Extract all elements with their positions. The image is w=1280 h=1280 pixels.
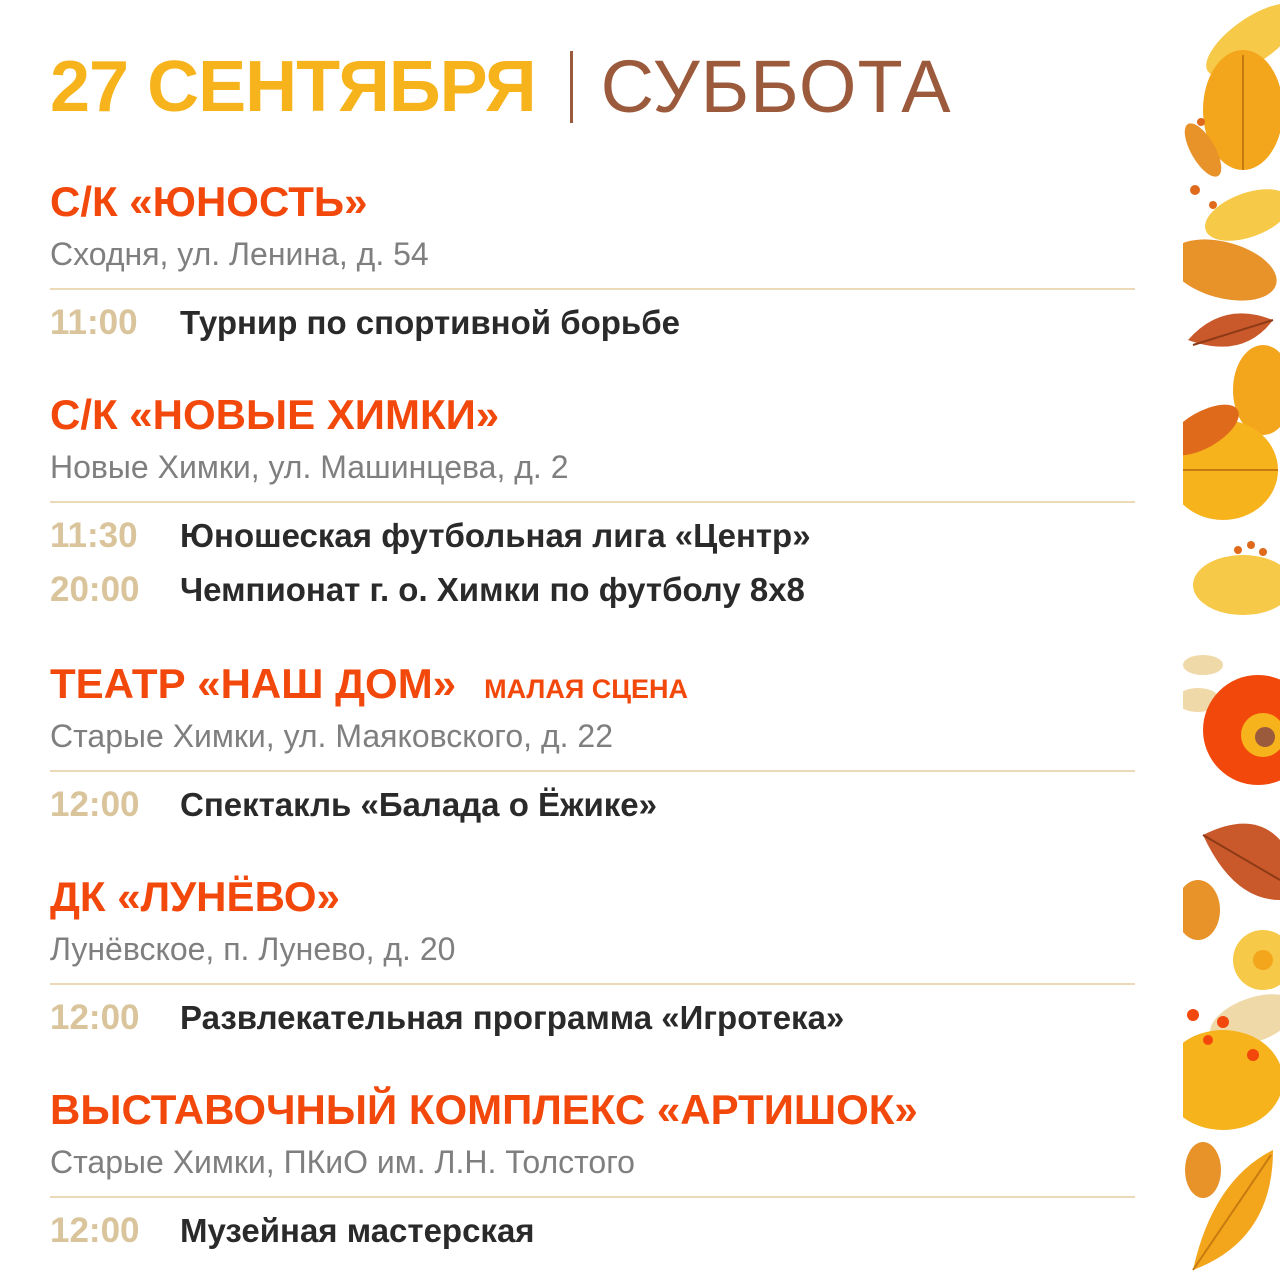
venue-address: Старые Химки, ул. Маяковского, д. 22 (50, 718, 613, 754)
leaf-icon (1183, 179, 1280, 435)
event-list (50, 509, 1135, 617)
autumn-leaves-decoration (1183, 0, 1280, 1280)
event-list (50, 296, 1135, 350)
leaves-illustration (1183, 0, 1280, 1280)
venue-block (50, 658, 1135, 832)
venue-address: Старые Химки, ПКиО им. Л.Н. Толстого (50, 1144, 635, 1180)
event-time: 11:30 (50, 516, 138, 555)
venue-name: ДК «ЛУНЁВО» (50, 873, 340, 920)
event-title: Развлекательная программа «Игротека» (180, 999, 845, 1036)
leaf-icon (1185, 1142, 1273, 1270)
divider (50, 983, 1135, 985)
event-title: Музейная мастерская (180, 1212, 535, 1249)
event-list (50, 778, 1135, 832)
divider (50, 1196, 1135, 1198)
event-row (50, 296, 1135, 350)
event-row (50, 509, 1135, 563)
leaf-icon (1183, 0, 1280, 209)
event-row (50, 1204, 1135, 1258)
venue-name: С/К «ЮНОСТЬ» (50, 178, 368, 225)
divider (50, 288, 1135, 290)
event-time: 11:00 (50, 303, 138, 342)
event-title: Чемпионат г. о. Химки по футболу 8х8 (180, 571, 805, 608)
event-time: 12:00 (50, 998, 140, 1037)
event-time: 20:00 (50, 570, 140, 609)
event-row (50, 563, 1135, 617)
event-list (50, 1204, 1135, 1258)
venue-tag: МАЛАЯ СЦЕНА (484, 674, 688, 704)
divider (50, 770, 1135, 772)
venue-name: ВЫСТАВОЧНЫЙ КОМПЛЕКС «АРТИШОК» (50, 1086, 918, 1133)
divider (50, 501, 1135, 503)
event-title: Спектакль «Балада о Ёжике» (180, 786, 658, 823)
venue-block (50, 389, 1135, 617)
venue-block (50, 176, 1135, 350)
date-heading: 27 СЕНТЯБРЯ (50, 47, 536, 127)
event-time: 12:00 (50, 1211, 140, 1250)
flower-icon (1183, 655, 1280, 785)
leaf-icon (1183, 824, 1280, 990)
event-list (50, 991, 1135, 1045)
event-title: Юношеская футбольная лига «Центр» (180, 517, 811, 554)
event-time: 12:00 (50, 785, 140, 824)
event-row (50, 778, 1135, 832)
venue-block (50, 1084, 1135, 1258)
venue-address: Сходня, ул. Ленина, д. 54 (50, 236, 429, 272)
venue-address: Лунёвское, п. Лунево, д. 20 (50, 931, 456, 967)
header-divider (570, 51, 573, 123)
venue-address: Новые Химки, ул. Машинцева, д. 2 (50, 449, 569, 485)
weekday-heading: СУББОТА (600, 45, 952, 128)
venue-name: ТЕАТР «НАШ ДОМ» (50, 660, 457, 707)
event-row (50, 991, 1135, 1045)
header (50, 42, 952, 132)
event-title: Турнир по спортивной борьбе (180, 304, 680, 341)
venue-name: С/К «НОВЫЕ ХИМКИ» (50, 391, 500, 438)
leaf-icon (1183, 984, 1280, 1130)
venue-block (50, 871, 1135, 1045)
